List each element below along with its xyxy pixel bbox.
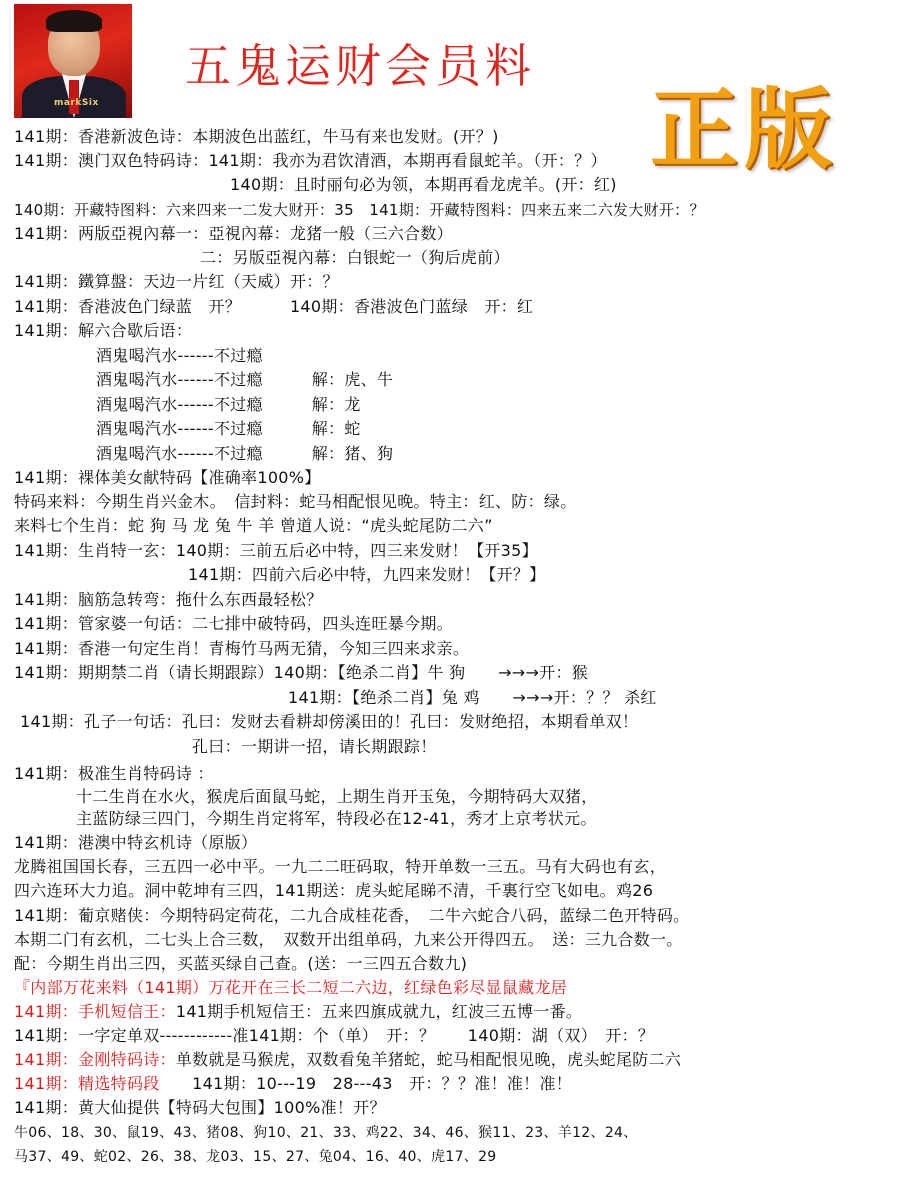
text-line: 马37、49、蛇02、26、38、龙03、15、27、兔04、16、40、虎17、29 <box>14 1149 497 1165</box>
text-line: 141期：一字定单双------------准141期：个（单） 开：？ 140期：湖（双） 开：？ <box>14 1026 655 1045</box>
text-line: 141期：港澳中特玄机诗（原版） <box>14 833 258 852</box>
text-line: 141期：脑筋急转弯：拖什么东西最轻松？ <box>14 590 323 609</box>
text-line: 龙腾祖国国长春，三五四一必中平。一九二二旺码取，特开单数一三五。马有大码也有玄， <box>14 857 667 876</box>
text-line: 主蓝防绿三四门，今期生肖定将军，特段必在12-41，秀才上京考状元。 <box>76 809 597 828</box>
portrait-photo <box>14 4 132 118</box>
text-line: 二：另版亞視內幕：白银蛇一（狗后虎前） <box>200 248 510 267</box>
text-line <box>14 1049 681 1071</box>
text-line: 酒鬼喝汽水------不过瘾 解：蛇 <box>96 419 361 438</box>
text-line: 特码来料：今期生肖兴金木。 信封料：蛇马相配恨见晚。特主：红、防：绿。 <box>14 492 577 511</box>
text-line: 141期：两版亞視內幕一：亞視內幕：龙猪一般（三六合数） <box>14 224 453 243</box>
text-line: 配：今期生肖出三四，买蓝买绿自己查。(送：一三四五合数九) <box>14 954 468 973</box>
text-line: 141期：【绝杀二肖】兔 鸡 →→→开：？？ 杀红 <box>288 688 657 707</box>
line-text: 141期：10---19 28---43 开：？？准！准！准！ <box>159 1074 573 1093</box>
text-line: 来料七个生肖：蛇 狗 马 龙 兔 牛 羊 曾道人说：“虎头蛇尾防二六” <box>14 516 493 535</box>
text-line: 酒鬼喝汽水------不过瘾 解：猪、狗 <box>96 444 394 463</box>
text-line: 酒鬼喝汽水------不过瘾 解：虎、牛 <box>96 370 394 389</box>
text-line: 本期二门有玄机，二七头上合三数， 双数开出组单码，九来公开得四五。 送：三九合数一。 <box>14 930 683 949</box>
text-line: 141期：极准生肖特码诗 ： <box>14 764 214 783</box>
photo-watermark: markSix <box>54 98 99 108</box>
red-label: 141期：金刚特码诗： <box>14 1050 176 1069</box>
red-label: 141期：精选特码段 <box>14 1074 160 1093</box>
text-line: 孔曰：一期讲一招，请长期跟踪！ <box>192 737 437 756</box>
text-line: 酒鬼喝汽水------不过瘾 解：龙 <box>96 395 361 414</box>
text-line: 四六连环大力追。洞中乾坤有三四，141期送：虎头蛇尾睇不清，千裏行空飞如电。鸡26 <box>14 881 654 900</box>
text-line: 141期：澳门双色特码诗：141期：我亦为君饮清酒，本期再看鼠蛇羊。（开：？） <box>14 151 607 170</box>
line-text: 单数就是马猴虎，双数看兔羊猪蛇，蛇马相配恨见晚，虎头蛇尾防二六 <box>175 1050 682 1069</box>
text-line: 牛06、18、30、鼠19、43、猪08、狗10、21、33、鸡22、34、46、猴11、23、羊12、24、 <box>14 1125 638 1141</box>
text-line: 141期：四前六后必中特，九四来发财！【开？】 <box>188 565 546 584</box>
text-line: 141期：香港波色门绿蓝 开？ 140期：香港波色门蓝绿 开：红 <box>14 297 534 316</box>
portrait-hair <box>46 10 102 32</box>
text-line: 141期：期期禁二肖（请长期跟踪）140期：【绝杀二肖】牛 狗 →→→开：猴 <box>14 663 589 682</box>
text-line: 141期：黄大仙提供【特码大包围】100%准！开？ <box>14 1098 386 1117</box>
portrait-tie <box>69 80 79 114</box>
genuine-stamp: 正版 <box>650 78 839 181</box>
text-line: 十二生肖在水火，猴虎后面鼠马蛇，上期生肖开玉兔，今期特码大双猪， <box>76 787 598 806</box>
text-line <box>14 1073 572 1095</box>
text-line: 『内部万花来料（141期）万花开在三长二短二六边，红绿色彩尽显鼠藏龙居 <box>14 978 568 997</box>
red-label: 141期：手机短信王： <box>14 1002 176 1021</box>
text-line: 140期：开藏特图料：六来四来一二发大财开：35 141期：开藏特图料：四来五来二六发大财开：？ <box>14 201 705 219</box>
text-line: 141期：葡京赌侠：今期特码定荷花，二九合成桂花香， 二牛六蛇合八码，蓝绿二色开特码。 <box>14 906 690 925</box>
line-text: 141期手机短信王：五来四旗成就九，红波三五博一番。 <box>175 1002 583 1021</box>
text-line: 141期：鐵算盤：天边一片红（天威）开：？ <box>14 272 339 291</box>
text-line: 酒鬼喝汽水------不过瘾 <box>96 346 263 365</box>
text-line: 141期：生肖特一玄：140期：三前五后必中特，四三来发财！【开35】 <box>14 541 538 560</box>
text-line: 140期：且时丽句必为领，本期再看龙虎羊。(开：红) <box>230 175 617 194</box>
text-line: 141期：管家婆一句话：二七排中破特码，四头连旺暴今期。 <box>14 614 453 633</box>
text-line <box>14 1001 582 1023</box>
text-line: 141期：孔子一句话：孔曰：发财去看耕却傍溪田的！孔曰：发财绝招，本期看单双！ <box>20 712 639 731</box>
text-line: 141期：解六合歇后语： <box>14 321 193 340</box>
text-line: 141期：香港新波色诗：本期波色出蓝红，牛马有来也发财。(开？) <box>14 127 499 146</box>
text-line: 141期：香港一句定生肖！青梅竹马两无猜，今知三四来求亲。 <box>14 639 470 658</box>
text-line: 141期：裸体美女献特码【准确率100%】 <box>14 468 321 487</box>
page-title: 五鬼运财会员料 <box>185 39 535 93</box>
